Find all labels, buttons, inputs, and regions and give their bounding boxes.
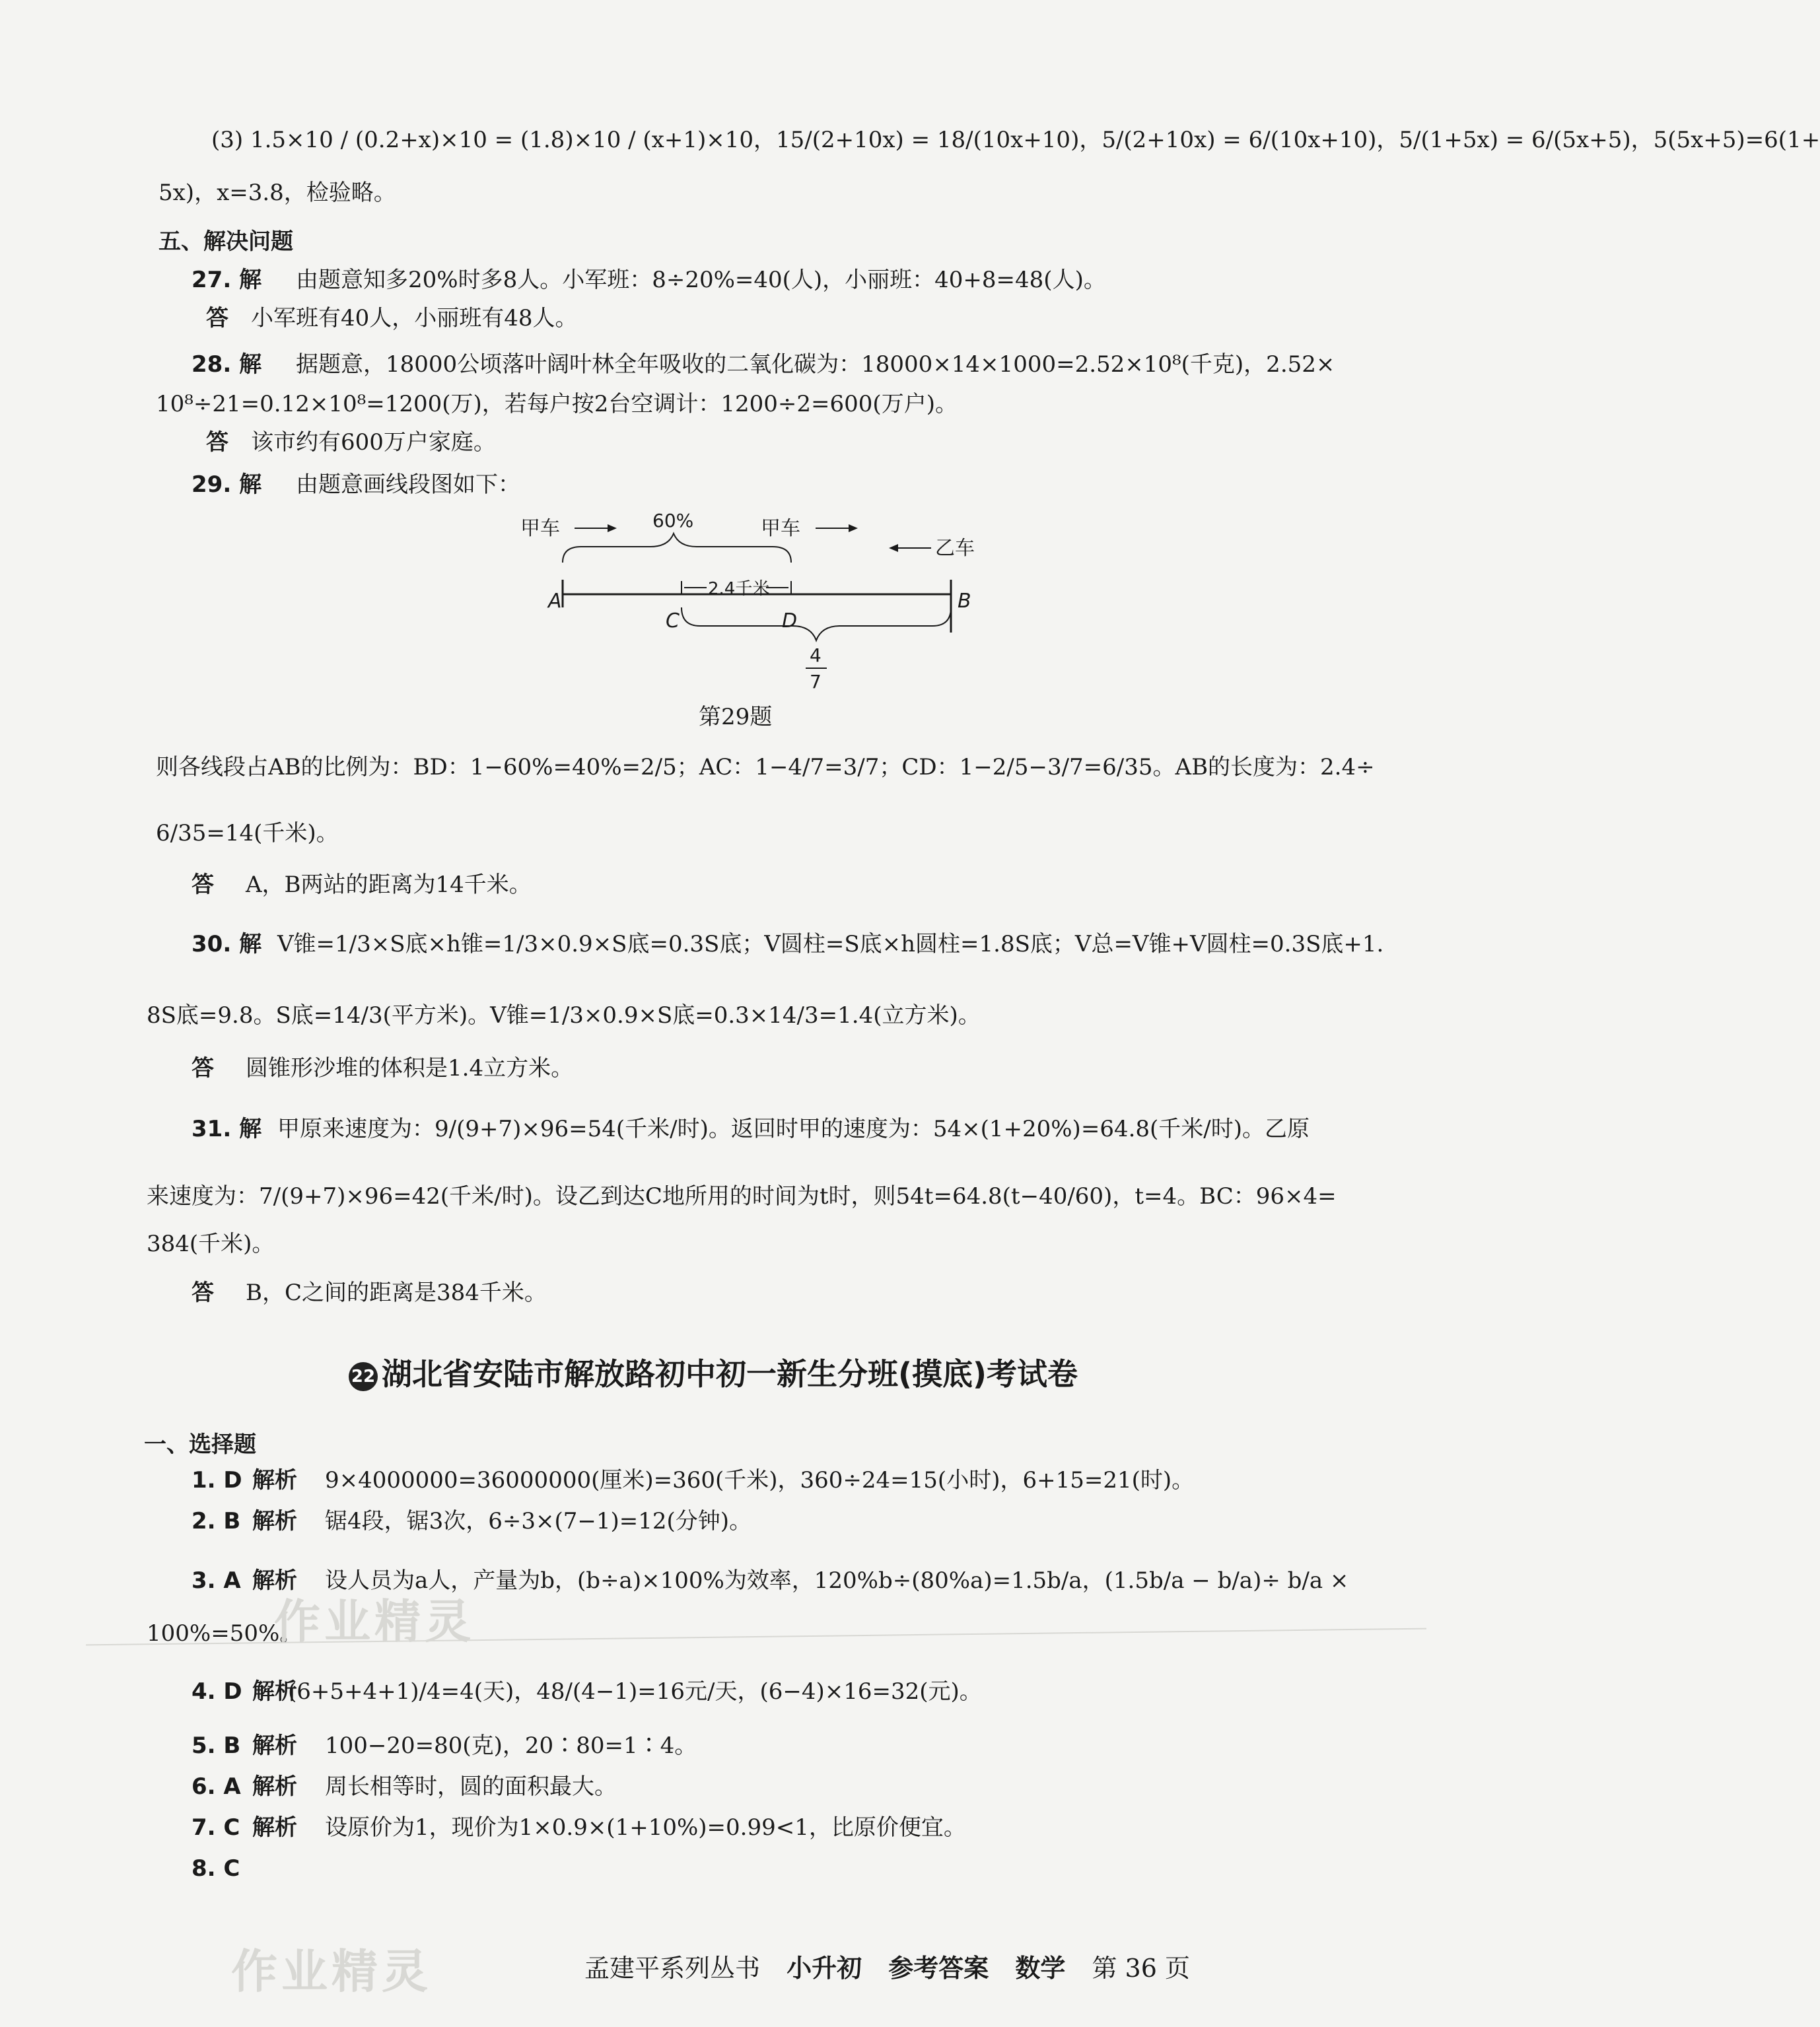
figure-caption: 第29题 — [699, 704, 773, 730]
mc-4-tag: 解析 — [252, 1678, 297, 1705]
mc-7-text: 设原价为1，现价为1×0.9×(1+10%)=0.99<1，比原价便宜。 — [325, 1814, 966, 1841]
mc-7-label: 7. C — [192, 1814, 240, 1841]
q29-text-2: 则各线段占AB的比例为：BD：1−60%=40%=2/5；AC：1−4/7=3/7；CD：1−2/5−3/7=6/35。AB的长度为：2.4÷ — [156, 754, 1375, 780]
label-60pct: 60% — [652, 510, 694, 532]
q29-text-3: 6/35=14(千米)。 — [156, 820, 339, 846]
label-jia-2: 甲车 — [761, 517, 800, 540]
exam-number-badge: 22 — [349, 1362, 378, 1391]
a28-text: 该市约有600万户家庭。 — [251, 429, 496, 456]
a27-label: 答 — [206, 305, 228, 331]
mc-3-tag: 解析 — [252, 1567, 297, 1594]
mc-2-label: 2. B — [192, 1508, 241, 1534]
watermark-mid: 作业精灵 — [274, 1595, 475, 1649]
mc-3-label: 3. A — [192, 1567, 241, 1594]
a29-text: A，B两站的距离为14千米。 — [246, 872, 532, 898]
mc-5-text: 100−20=80(克)，20∶80=1∶4。 — [325, 1733, 697, 1759]
mc-5-label: 5. B — [192, 1733, 241, 1759]
mc-5-tag: 解析 — [252, 1733, 297, 1759]
label-A: A — [548, 590, 562, 613]
mc-3-text: 设人员为a人，产量为b，(b÷a)×100%为效率，120%b÷(80%a)=1.5b/a，(1.5b/a − b/a)÷ b/a × — [325, 1567, 1349, 1594]
a31-label: 答 — [192, 1280, 214, 1306]
mc-6-label: 6. A — [192, 1773, 241, 1800]
q30-text-2: 8S底=9.8。S底=14/3(平方米)。V锥=1/3×0.9×S底=0.3×14/3=1.4(立方米)。 — [147, 1002, 981, 1029]
arrow-head-jia-1 — [608, 524, 617, 532]
exam-title — [349, 1350, 1078, 1394]
a30-text: 圆锥形沙堆的体积是1.4立方米。 — [246, 1055, 574, 1082]
mc-1-label: 1. D — [192, 1467, 242, 1494]
a27-text: 小军班有40人，小丽班有48人。 — [251, 305, 578, 331]
mc-2-tag: 解析 — [252, 1508, 297, 1534]
segment-diagram — [515, 502, 1004, 700]
mc-4-text: (6+5+4+1)/4=4(天)，48/(4−1)=16元/天，(6−4)×16=32(元)。 — [288, 1678, 982, 1705]
footer-series: 孟建平系列丛书 — [584, 1954, 761, 1983]
q28-text-1: 据题意，18000公顷落叶阔叶林全年吸收的二氧化碳为：18000×14×1000=2.52×10⁸(千克)，2.52× — [296, 351, 1335, 378]
q28-label: 28. 解 — [192, 351, 262, 378]
q31-text-1: 甲原来速度为：9/(9+7)×96=54(千米/时)。返回时甲的速度为：54×(1+20%)=64.8(千米/时)。乙原 — [277, 1116, 1310, 1142]
label-yi: 乙车 — [935, 537, 975, 560]
q27-text: 由题意知多20%时多8人。小军班：8÷20%=40(人)，小丽班：40+8=48(人)。 — [296, 267, 1106, 293]
frac-den: 7 — [810, 671, 822, 693]
eq-line-2: 5x)，x=3.8，检验略。 — [158, 180, 396, 206]
mc-8-label: 8. C — [192, 1855, 240, 1882]
a31-text: B，C之间的距离是384千米。 — [246, 1280, 547, 1306]
section-heading-1: 一、选择题 — [144, 1431, 256, 1458]
q31-text-3: 384(千米)。 — [147, 1231, 275, 1257]
page-footer — [584, 1948, 1208, 1984]
label-B: B — [958, 590, 971, 613]
section-heading-5: 五、解决问题 — [158, 228, 293, 255]
footer-kind: 参考答案 — [888, 1954, 989, 1983]
label-C: C — [666, 609, 680, 633]
q30-text-1: V锥=1/3×S底×h锥=1/3×0.9×S底=0.3S底；V圆柱=S底×h圆柱=1.8S底；V总=V锥+V圆柱=0.3S底+1. — [277, 931, 1384, 957]
label-2-4km: 2.4千米 — [708, 579, 770, 599]
mc-7-tag: 解析 — [252, 1814, 297, 1841]
watermark-bottom: 作业精灵 — [231, 1944, 432, 1999]
footer-page-number: 第 36 页 — [1092, 1954, 1190, 1983]
frac-num: 4 — [810, 644, 822, 666]
mc-6-tag: 解析 — [252, 1773, 297, 1800]
footer-subject: 数学 — [1015, 1954, 1066, 1983]
arrow-head-yi — [889, 544, 898, 552]
mc-4-label: 4. D — [192, 1678, 242, 1705]
mc-6-text: 周长相等时，圆的面积最大。 — [325, 1773, 617, 1800]
q30-label: 30. 解 — [192, 931, 262, 957]
q29-text: 由题意画线段图如下： — [296, 471, 520, 498]
brace-60pct — [563, 533, 791, 563]
mc-2-text: 锯4段，锯3次，6÷3×(7−1)=12(分钟)。 — [325, 1508, 752, 1534]
a29-label: 答 — [192, 872, 214, 898]
eq-line-1: (3) 1.5×10 / (0.2+x)×10 = (1.8)×10 / (x+1)×10，15/(2+10x) = 18/(10x+10)，5/(2+10x) = 6/(10x+10)，5/(1+5x) = 6/(5x+5)，5(5x+5)=6(1+ — [211, 127, 1820, 153]
a30-label: 答 — [192, 1055, 214, 1082]
footer-level: 小升初 — [787, 1954, 862, 1983]
exam-title-text: 湖北省安陆市解放路初中初一新生分班(摸底)考试卷 — [382, 1356, 1078, 1392]
brace-4-7 — [682, 607, 951, 640]
mc-3-text-2: 100%=50%。 — [147, 1620, 302, 1647]
q27-label: 27. 解 — [192, 267, 262, 293]
mc-1-text: 9×4000000=36000000(厘米)=360(千米)，360÷24=15(小时)，6+15=21(时)。 — [325, 1467, 1195, 1494]
mc-1-tag: 解析 — [252, 1467, 297, 1494]
label-jia-1: 甲车 — [520, 517, 560, 540]
q31-text-2: 来速度为：7/(9+7)×96=42(千米/时)。设乙到达C地所用的时间为t时，则54t=64.8(t−40/60)，t=4。BC：96×4= — [147, 1183, 1337, 1210]
a28-label: 答 — [206, 429, 228, 456]
q28-text-2: 10⁸÷21=0.12×10⁸=1200(万)，若每户按2台空调计：1200÷2=600(万户)。 — [156, 391, 958, 417]
label-D: D — [782, 609, 798, 633]
arrow-head-jia-2 — [849, 524, 858, 532]
q31-label: 31. 解 — [192, 1116, 262, 1142]
q29-label: 29. 解 — [192, 471, 262, 498]
